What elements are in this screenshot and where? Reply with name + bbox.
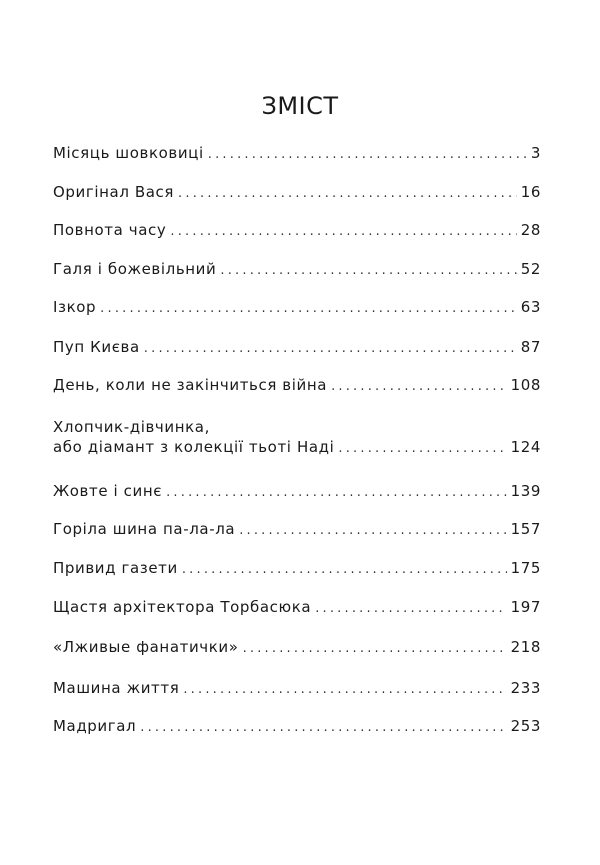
toc-entry-title: Привид газети — [53, 559, 178, 577]
toc-entry — [53, 182, 541, 204]
toc-entry-page: 28 — [520, 221, 541, 239]
toc-entry-page: 3 — [530, 144, 541, 162]
toc-entry — [53, 519, 541, 541]
toc-entry-page: 197 — [510, 598, 541, 616]
toc-entry-page: 218 — [510, 638, 541, 656]
toc-leader-dots — [338, 439, 506, 459]
toc-entry-title: Місяць шовковиці — [53, 144, 204, 162]
toc-entry — [53, 337, 541, 359]
toc-entry-page: 52 — [520, 260, 541, 278]
toc-entry-title-line1: Хлопчик-дівчинка, — [53, 418, 210, 436]
toc-leader-dots — [220, 261, 516, 281]
toc-entry — [53, 597, 541, 619]
toc-entry — [53, 558, 541, 580]
toc-leader-dots — [100, 299, 517, 319]
toc-entry-title: День, коли не закінчиться війна — [53, 376, 328, 394]
toc-entry-title: Пуп Києва — [53, 338, 140, 356]
toc-leader-dots — [166, 483, 506, 503]
toc-entry-title: Галя і божевільний — [53, 260, 217, 278]
toc-entry — [53, 375, 541, 397]
toc-entry-page: 63 — [520, 298, 541, 316]
toc-entry-title: Повнота часу — [53, 221, 167, 239]
toc-entry-title: Горіла шина па-ла-ла — [53, 520, 236, 538]
toc-leader-dots — [140, 718, 506, 738]
toc-entry — [53, 417, 541, 459]
toc-entry — [53, 143, 541, 165]
toc-entry-page: 233 — [510, 679, 541, 697]
toc-entry-title: «Лживые фанатички» — [53, 638, 239, 656]
toc-leader-dots — [182, 560, 507, 580]
toc-leader-dots — [170, 222, 516, 242]
toc-entry-page: 253 — [510, 717, 541, 735]
toc-entry — [53, 259, 541, 281]
toc-entry-page: 124 — [510, 438, 541, 456]
toc-entry-title: Машина життя — [53, 679, 180, 697]
toc-entry-title: Жовте і синє — [53, 482, 163, 500]
toc-entry-page: 139 — [510, 482, 541, 500]
toc-entry — [53, 637, 541, 659]
toc-leader-dots — [239, 521, 506, 541]
toc-leader-dots — [144, 339, 517, 359]
toc-entry-title: Ізкор — [53, 298, 97, 316]
toc-leader-dots — [183, 680, 506, 700]
toc-title: ЗМІСТ — [261, 92, 339, 120]
toc-entry-page: 175 — [510, 559, 541, 577]
toc-leader-dots — [208, 145, 527, 165]
toc-entry-page: 157 — [510, 520, 541, 538]
toc-entry — [53, 220, 541, 242]
toc-entry — [53, 716, 541, 738]
toc-leader-dots — [178, 184, 517, 204]
toc-list — [53, 0, 541, 865]
toc-entry-page: 108 — [510, 376, 541, 394]
toc-leader-dots — [331, 377, 507, 397]
toc-entry — [53, 481, 541, 503]
toc-entry-page: 87 — [520, 338, 541, 356]
toc-entry — [53, 297, 541, 319]
toc-entry-title: Оригінал Вася — [53, 183, 175, 201]
toc-entry-page: 16 — [520, 183, 541, 201]
toc-leader-dots — [243, 639, 507, 659]
toc-entry-title: Щастя архітектора Торбасюка — [53, 598, 312, 616]
toc-entry — [53, 678, 541, 700]
toc-entry-title: або діамант з колекції тьоті Наді — [53, 438, 335, 456]
toc-entry-title: Мадригал — [53, 717, 137, 735]
toc-leader-dots — [315, 599, 506, 619]
